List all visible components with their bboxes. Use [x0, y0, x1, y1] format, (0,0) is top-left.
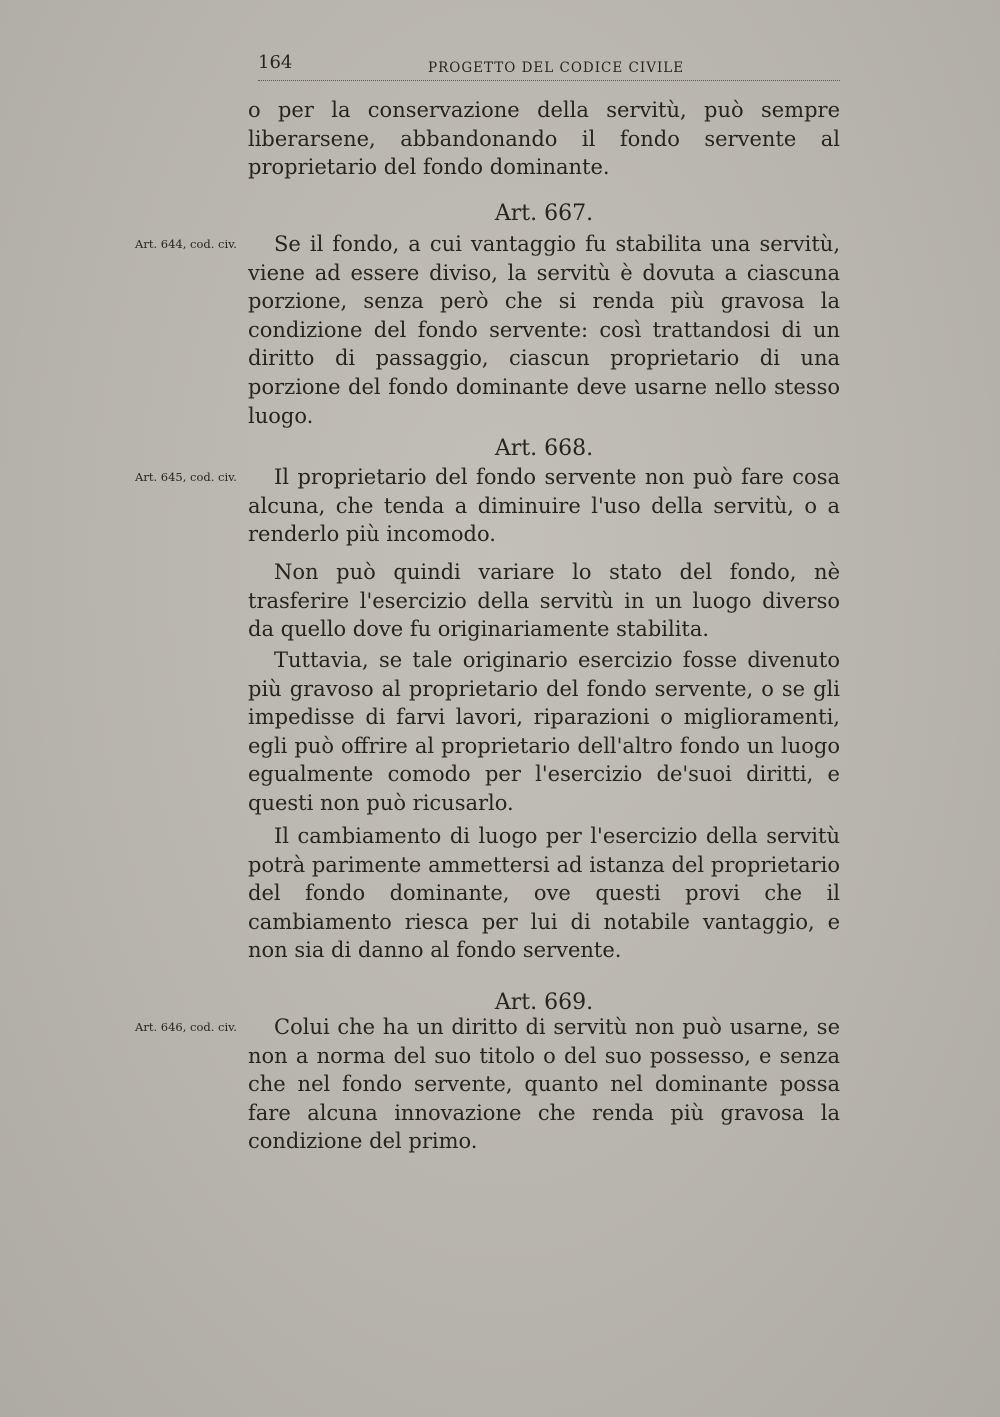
- article-668-paragraph-3: Tuttavia, se tale originario esercizio fosse divenuto più gravoso al proprietario del fondo servente, o se gli impedisse di farvi lavori, riparazioni o miglioramenti, egli può offrire al proprietario dell'altro fondo un luogo egualmente comodo per l'esercizio de'suoi diritti, e questi non può ricusarlo.: [248, 648, 840, 815]
- margin-note-art-645: Art. 645, cod. civ.: [135, 470, 237, 484]
- margin-note-art-646: Art. 646, cod. civ.: [135, 1020, 237, 1034]
- article-heading-667: Art. 667.: [494, 201, 594, 226]
- article-heading-668: Art. 668.: [494, 436, 594, 461]
- running-header: [258, 52, 840, 81]
- article-heading-669: Art. 669.: [494, 990, 594, 1015]
- article-668-paragraph-2: Non può quindi variare lo stato del fondo, nè trasferire l'esercizio della servitù in un luogo diverso da quello dove fu originariamente stabilita.: [248, 560, 840, 642]
- article-668-paragraph-1: Il proprietario del fondo servente non può fare cosa alcuna, che tenda a diminuire l'uso della servitù, o a renderlo più incomodo.: [248, 465, 840, 547]
- continuation-paragraph: o per la conservazione della servitù, può sempre liberarsene, abbandonando il fondo servente al proprietario del fondo dominante.: [248, 98, 840, 180]
- running-title: PROGETTO DEL CODICE CIVILE: [428, 60, 685, 76]
- article-667-paragraph-1: Se il fondo, a cui vantaggio fu stabilita una servitù, viene ad essere diviso, la servitù è dovuta a ciascuna porzione, senza però che si renda più gravosa la condizione del fondo servente: così trattandosi di un diritto di passaggio, ciascun proprietario di una porzione del fondo dominante deve usarne nello stesso luogo.: [248, 232, 840, 428]
- page-number: 164: [258, 52, 293, 73]
- article-668-paragraph-4: Il cambiamento di luogo per l'esercizio della servitù potrà parimente ammettersi ad istanza del proprietario del fondo dominante, ove questi provi che il cambiamento riesca per lui di notabile vantaggio, e non sia di danno al fondo servente.: [248, 824, 840, 963]
- article-669-paragraph-1: Colui che ha un diritto di servitù non può usarne, se non a norma del suo titolo o del suo possesso, e senza che nel fondo servente, quanto nel dominante possa fare alcuna innovazione che renda più gravosa la condizione del primo.: [248, 1015, 840, 1154]
- margin-note-art-644: Art. 644, cod. civ.: [135, 237, 237, 251]
